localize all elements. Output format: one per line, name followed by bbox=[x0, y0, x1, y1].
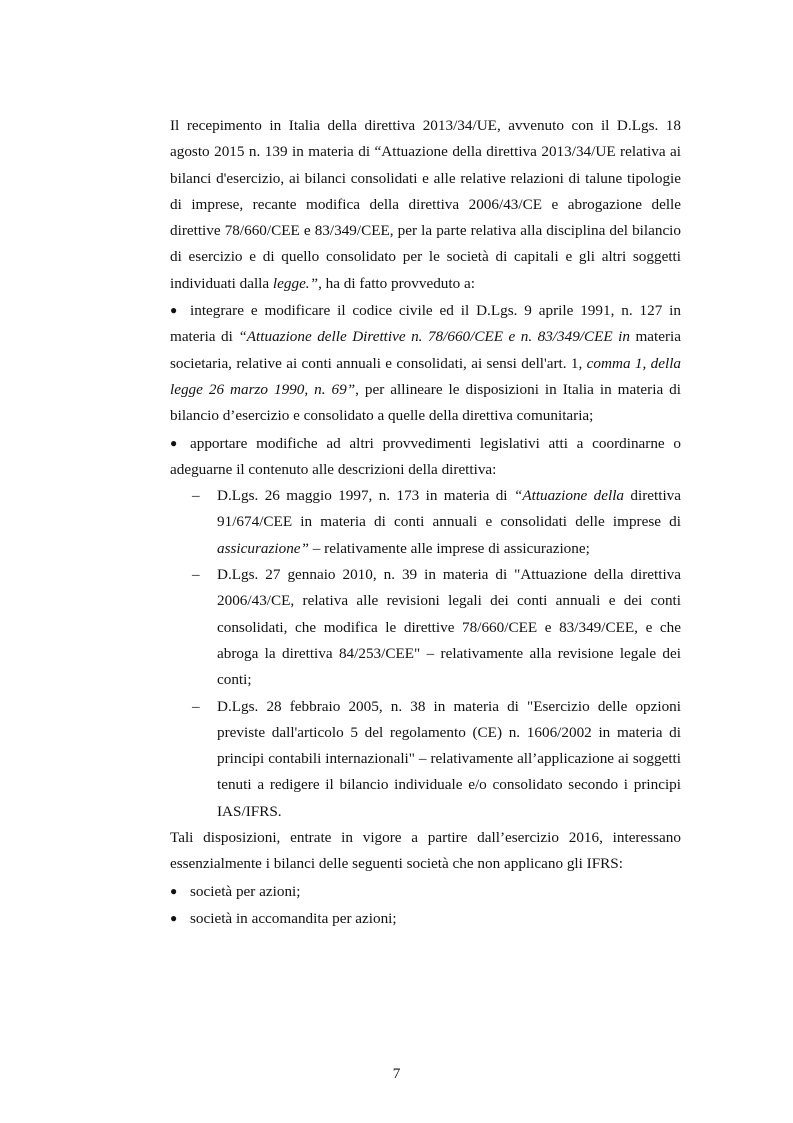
page-number: 7 bbox=[392, 1065, 401, 1082]
sub-item-1 bbox=[170, 483, 681, 562]
bullet-1-text-5: , per allineare le disposizioni in Italia in materia di bilancio d’esercizio e consolidato a quelle della direttiva comunitaria; bbox=[170, 380, 681, 425]
dash-icon: – bbox=[192, 697, 200, 715]
sub-2-text: D.Lgs. 27 gennaio 2010, n. 39 in materia di "Attuazione della direttiva 2006/43/CE, relativa alle revisioni legali dei conti annuali e dei conti consolidati, che modifica le direttive 78/660/CEE e 83/349/CEE, e che abroga la direttiva 84/253/CEE" – relativamente alla revisione legale dei conti; bbox=[217, 566, 681, 689]
bullet-icon: ● bbox=[170, 303, 178, 318]
bullet-2-text: apportare modifiche ad altri provvedimenti legislativi atti a coordinarne o adeguarne il contenuto alle descrizioni della direttiva: bbox=[170, 434, 681, 478]
body-text bbox=[170, 113, 681, 932]
intro-text-4: , ha di fatto provveduto a: bbox=[318, 274, 475, 292]
bullet-icon: ● bbox=[170, 883, 178, 898]
bullet-icon: ● bbox=[170, 435, 178, 450]
bullet-icon: ● bbox=[170, 910, 178, 925]
bullet-1-text-1: integrare e modificare il codice civile ed il D.Lgs. 9 aprile 1991, n. 127 in materia di bbox=[170, 302, 681, 346]
bullet-item-2 bbox=[170, 430, 681, 484]
list-item bbox=[170, 905, 681, 932]
dash-icon: – bbox=[192, 487, 200, 505]
sub-1-text-1: D.Lgs. 26 maggio 1997, n. 173 in materia di bbox=[217, 487, 514, 505]
bullet-1-text-3: materia societaria, relative ai conti annuali e consolidati, ai sensi dell'art. 1, bbox=[170, 328, 681, 372]
closing-paragraph: Tali disposizioni, entrate in vigore a partire dall’esercizio 2016, interessano essenzialmente i bilanci delle seguenti società che non applicano gli IFRS: bbox=[170, 829, 681, 873]
sub-3-text: D.Lgs. 28 febbraio 2005, n. 38 in materia di "Esercizio delle opzioni previste dall'articolo 5 del regolamento (CE) n. 1606/2002 in materia di principi contabili internazionali" – relativamente all’applicazione ai soggetti tenuti a redigere il bilancio individuale e/o consolidato secondo i principi IAS/IFRS. bbox=[217, 697, 681, 820]
sub-item-2 bbox=[170, 562, 681, 693]
list-item-text: società in accomandita per azioni; bbox=[190, 909, 397, 927]
sub-item-3 bbox=[170, 694, 681, 825]
sub-1-text-2: “Attuazione della bbox=[513, 487, 625, 505]
bullet-1-text-2: “Attuazione delle Direttive n. 78/660/CEE e n. 83/349/CEE in bbox=[238, 328, 630, 346]
intro-text-1: Il recepimento in Italia della direttiva 2013/34/UE, avvenuto con il D.Lgs. 18 agosto 2015 n. 139 in materia di bbox=[170, 117, 681, 161]
intro-text-2: “Attuazione della direttiva 2013/34/UE relativa ai bilanci d'esercizio, ai bilanci consolidati e alle relative relazioni di talune tipologie di imprese, recante modifica della direttiva 2006/43/CE e abrogazione delle direttive 78/660/CEE e 83/349/CEE, per la parte relativa alla disciplina del bilancio di esercizio e di quello consolidato per le società di capitali e gli altri soggetti individuati dalla bbox=[170, 143, 681, 292]
intro-paragraph bbox=[170, 113, 681, 297]
intro-text-3: legge.” bbox=[272, 274, 319, 292]
sub-1-text-5: – relativamente alle imprese di assicurazione; bbox=[308, 539, 590, 557]
bullet-item-1 bbox=[170, 297, 681, 429]
sub-1-text-4: assicurazione” bbox=[217, 539, 309, 557]
list-item-text: società per azioni; bbox=[190, 882, 301, 900]
bullet-1-text-4: comma 1, della legge 26 marzo 1990, n. 69” bbox=[170, 354, 682, 398]
sub-1-text-3: direttiva 91/674/CEE in materia di conti annuali e consolidati delle imprese di bbox=[217, 487, 682, 531]
dash-icon: – bbox=[192, 566, 200, 584]
list-item bbox=[170, 878, 681, 905]
